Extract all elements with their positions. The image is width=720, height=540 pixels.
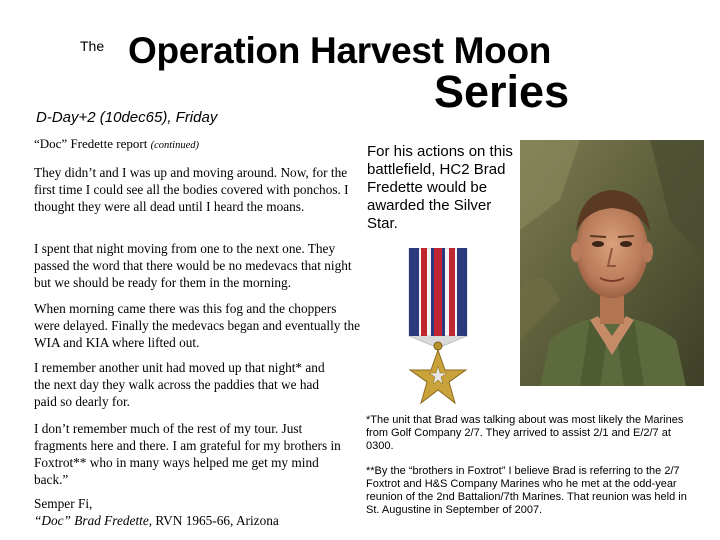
page-title: Operation Harvest Moon (128, 30, 552, 71)
footnote-1: *The unit that Brad was talking about was most likely the Marines from Golf Company 2/7. They arrived to assist 2/1 and E/2/7 at 0300. (366, 414, 684, 452)
report-paragraph-2: I spent that night moving from one to the next one. They passed the word that there would be no medevacs that night but we should be ready for them in the morning. (34, 241, 352, 290)
footnote-2: **By the “brothers in Foxtrot” I believe Brad is referring to the 2/7 Foxtrot and H&S Company Marines who he met at the odd-year reunion of the 2nd Battalion/7th Marines. That reunion was held in St. Augustine in September of 2007. (366, 465, 687, 516)
portrait-photo (520, 140, 704, 386)
award-caption: For his actions on this battlefield, HC2 Brad Fredette would be awarded the Silver Star. (367, 143, 513, 232)
signature-line (34, 512, 364, 529)
report-paragraph-5: I don’t remember much of the rest of my tour. Just fragments here and there. I am grateful for my brothers in Foxtrot** who in many ways helped me get my mind back.” (34, 421, 341, 487)
closing: Semper Fi, (34, 496, 93, 511)
series-label: Series (434, 66, 570, 117)
report-paragraph-1: They didn’t and I was up and moving around. Now, for the first time I could see all the bodies covered with ponchos. I thought they were all dead until I heard the moans. (34, 165, 349, 214)
report-heading-text: “Doc” Fredette report (34, 136, 148, 151)
report-heading-note: (continued) (150, 140, 199, 151)
signature-name: “Doc” Brad Fredette (34, 513, 149, 528)
report-paragraph-4: I remember another unit had moved up that night* and the next day they walk across the paddies that we had paid so dearly for. (34, 360, 325, 409)
medal-ribbon (409, 248, 467, 348)
signature-details: , RVN 1965-66, Arizona (148, 513, 279, 528)
signature-block (34, 495, 364, 529)
report-heading (34, 136, 199, 152)
report-paragraph-3: When morning came there was this fog and the choppers were delayed. Finally the medevacs began and eventually the WIA and KIA where lifted out. (34, 301, 361, 350)
title-prefix: The (80, 38, 105, 54)
date-line: D-Day+2 (10dec65), Friday (36, 109, 218, 126)
silver-star-medal (407, 248, 469, 410)
